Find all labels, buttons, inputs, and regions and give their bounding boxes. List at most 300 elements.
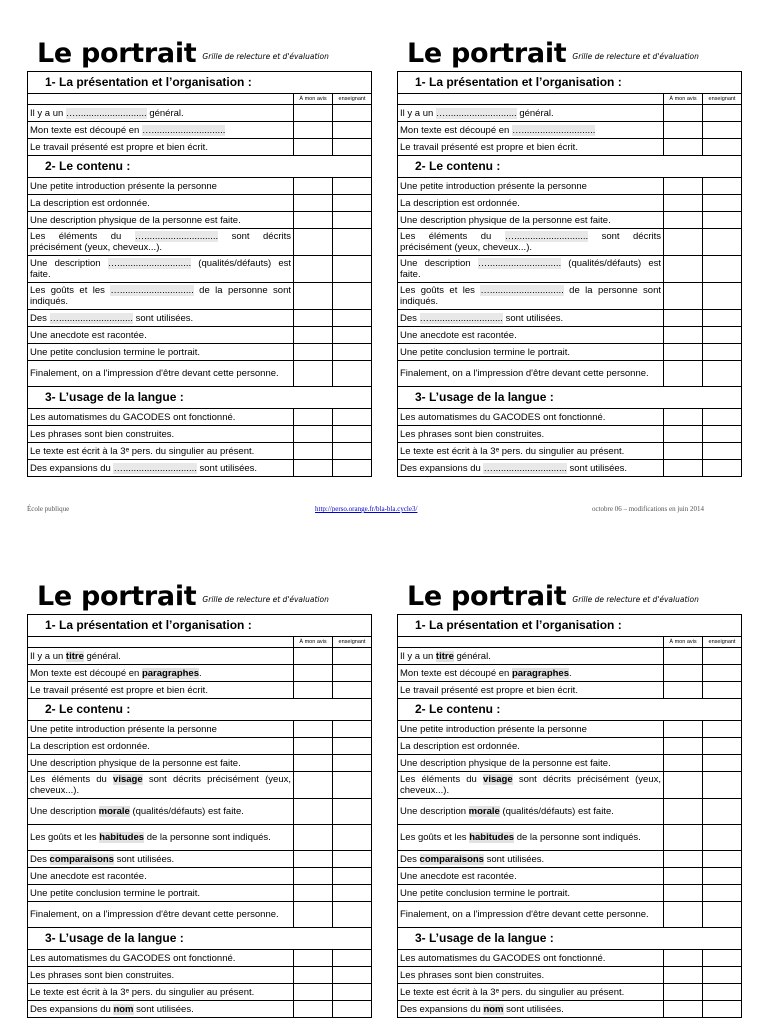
teacher-check-cell[interactable]	[703, 195, 742, 212]
criterion-prefix: Des expansions du	[400, 1003, 484, 1015]
criterion-text	[28, 426, 294, 443]
criterion-text	[398, 178, 664, 195]
criterion-prefix: Les automatismes du GACODES ont fonctionné.	[400, 952, 606, 964]
criterion-text	[398, 283, 664, 310]
criterion-text	[398, 902, 664, 928]
criterion-prefix: Les phrases sont bien construites.	[30, 428, 175, 440]
criterion-suffix: sont utilisées.	[113, 853, 175, 865]
teacher-check-cell[interactable]	[333, 885, 372, 902]
student-check-cell[interactable]	[664, 283, 703, 310]
student-check-cell[interactable]	[664, 195, 703, 212]
teacher-check-cell[interactable]	[703, 229, 742, 256]
criterion-prefix: Une description physique de la personne est faite.	[30, 214, 241, 226]
student-check-cell[interactable]	[294, 721, 333, 738]
criterion-text	[398, 212, 664, 229]
criterion-text	[28, 409, 294, 426]
student-check-cell[interactable]	[294, 772, 333, 799]
teacher-check-cell[interactable]	[333, 426, 372, 443]
criterion-row	[28, 825, 372, 851]
student-check-cell[interactable]	[664, 648, 703, 665]
criterion-text	[28, 105, 294, 122]
student-check-cell[interactable]	[294, 310, 333, 327]
student-check-cell[interactable]	[294, 283, 333, 310]
criterion-row	[28, 426, 372, 443]
section-heading-row	[28, 615, 372, 637]
criterion-prefix: La description est ordonnée.	[30, 197, 150, 209]
student-check-cell[interactable]	[664, 327, 703, 344]
student-check-cell[interactable]	[294, 825, 333, 851]
criterion-prefix: Les éléments du	[400, 774, 484, 785]
teacher-check-cell[interactable]	[703, 825, 742, 851]
student-check-cell[interactable]	[294, 460, 333, 477]
criterion-suffix: .	[569, 667, 572, 679]
teacher-check-cell[interactable]	[333, 984, 372, 1001]
student-check-cell[interactable]	[294, 1001, 333, 1018]
criterion-prefix: Une petite introduction présente la personne	[30, 723, 217, 735]
teacher-check-cell[interactable]	[703, 755, 742, 772]
portrait-grid-filled-left	[27, 573, 371, 1018]
student-check-cell[interactable]	[664, 229, 703, 256]
teacher-check-cell[interactable]	[333, 409, 372, 426]
blank-field[interactable]: …............................	[419, 312, 503, 324]
teacher-check-cell[interactable]	[703, 950, 742, 967]
footer-link[interactable]: http://perso.orange.fr/bla-bla.cycle3/	[315, 505, 418, 513]
keyword: titre	[65, 650, 84, 662]
teacher-check-cell[interactable]	[333, 139, 372, 156]
student-check-cell[interactable]	[294, 256, 333, 283]
student-check-cell[interactable]	[294, 851, 333, 868]
student-check-cell[interactable]	[664, 460, 703, 477]
criterion-row	[28, 885, 372, 902]
criterion-row	[398, 984, 742, 1001]
teacher-check-cell[interactable]	[333, 665, 372, 682]
criterion-prefix: Les éléments du	[30, 231, 135, 242]
student-check-cell[interactable]	[294, 426, 333, 443]
criterion-text	[398, 327, 664, 344]
teacher-check-cell[interactable]	[333, 122, 372, 139]
criterion-row	[28, 344, 372, 361]
student-check-cell[interactable]	[294, 984, 333, 1001]
student-check-cell[interactable]	[664, 139, 703, 156]
criterion-text	[28, 665, 294, 682]
criterion-row	[28, 1001, 372, 1018]
teacher-check-cell[interactable]	[333, 967, 372, 984]
criterion-prefix: Mon texte est découpé en	[30, 124, 142, 136]
criterion-row	[398, 139, 742, 156]
criterion-row	[398, 825, 742, 851]
criterion-prefix: Il y a un	[400, 107, 436, 119]
teacher-check-cell[interactable]	[703, 409, 742, 426]
card-title: Le portrait	[407, 38, 567, 69]
criterion-suffix: sont utilisées.	[566, 462, 628, 474]
criterion-prefix: Des	[30, 312, 50, 324]
criterion-prefix: Les goûts et les	[30, 285, 111, 296]
student-check-cell[interactable]	[664, 310, 703, 327]
student-check-cell[interactable]	[294, 409, 333, 426]
student-check-cell[interactable]	[664, 1001, 703, 1018]
criterion-row	[28, 409, 372, 426]
student-check-cell[interactable]	[664, 409, 703, 426]
criterion-prefix: Le texte est écrit à la 3ᵉ pers. du singulier au présent.	[30, 986, 255, 998]
column-header-student: À mon avis	[294, 637, 333, 648]
criterion-row	[398, 738, 742, 755]
criterion-row	[28, 738, 372, 755]
student-check-cell[interactable]	[664, 885, 703, 902]
criterion-prefix: Il y a un	[30, 107, 66, 119]
column-header-empty	[28, 637, 294, 648]
keyword: visage	[113, 774, 143, 785]
card-subtitle: Grille de relecture et d'évaluation	[202, 52, 329, 61]
teacher-check-cell[interactable]	[703, 721, 742, 738]
teacher-check-cell[interactable]	[703, 344, 742, 361]
blank-field[interactable]: …............................	[480, 285, 564, 296]
criterion-row	[398, 229, 742, 256]
keyword: nom	[113, 1003, 134, 1015]
criterion-suffix: de la personne sont indiqués.	[514, 832, 641, 843]
criterion-text	[398, 310, 664, 327]
teacher-check-cell[interactable]	[333, 229, 372, 256]
criterion-suffix: sont utilisées.	[196, 462, 258, 474]
teacher-check-cell[interactable]	[333, 851, 372, 868]
student-check-cell[interactable]	[664, 665, 703, 682]
criterion-row	[398, 799, 742, 825]
teacher-check-cell[interactable]	[333, 721, 372, 738]
teacher-check-cell[interactable]	[333, 310, 372, 327]
keyword: morale	[98, 806, 130, 817]
criterion-row	[28, 902, 372, 928]
teacher-check-cell[interactable]	[703, 256, 742, 283]
teacher-check-cell[interactable]	[703, 648, 742, 665]
criterion-text	[398, 122, 664, 139]
criterion-prefix: Une petite conclusion termine le portrait.	[30, 346, 201, 358]
criterion-row	[28, 868, 372, 885]
student-check-cell[interactable]	[294, 738, 333, 755]
teacher-check-cell[interactable]	[333, 327, 372, 344]
student-check-cell[interactable]	[664, 361, 703, 387]
criterion-text	[398, 799, 664, 825]
blank-field[interactable]: …............................	[477, 258, 562, 269]
criterion-row	[28, 310, 372, 327]
blank-field[interactable]: …............................	[49, 312, 133, 324]
teacher-check-cell[interactable]	[333, 460, 372, 477]
criterion-row	[28, 682, 372, 699]
criterion-row	[28, 256, 372, 283]
teacher-check-cell[interactable]	[333, 648, 372, 665]
criterion-prefix: Le texte est écrit à la 3ᵉ pers. du singulier au présent.	[30, 445, 255, 457]
teacher-check-cell[interactable]	[703, 984, 742, 1001]
student-check-cell[interactable]	[294, 799, 333, 825]
student-check-cell[interactable]	[664, 721, 703, 738]
criterion-suffix: sont décrits précisément (yeux, cheveux...).	[30, 774, 291, 796]
teacher-check-cell[interactable]	[333, 178, 372, 195]
portrait-grid-blank-right	[397, 30, 741, 477]
criterion-text	[28, 256, 294, 283]
teacher-check-cell[interactable]	[703, 310, 742, 327]
teacher-check-cell[interactable]	[333, 283, 372, 310]
section-title: 1- La présentation et l’organisation :	[28, 615, 372, 637]
criterion-suffix: sont utilisées.	[132, 312, 194, 324]
card-subtitle: Grille de relecture et d'évaluation	[572, 595, 699, 604]
criterion-row	[398, 1001, 742, 1018]
teacher-check-cell[interactable]	[703, 443, 742, 460]
criterion-row	[398, 443, 742, 460]
student-check-cell[interactable]	[294, 755, 333, 772]
criterion-suffix: général.	[516, 107, 554, 119]
student-check-cell[interactable]	[294, 139, 333, 156]
criterion-prefix: Des expansions du	[30, 462, 114, 474]
criterion-row	[398, 178, 742, 195]
student-check-cell[interactable]	[294, 648, 333, 665]
teacher-check-cell[interactable]	[333, 443, 372, 460]
teacher-check-cell[interactable]	[333, 361, 372, 387]
teacher-check-cell[interactable]	[333, 755, 372, 772]
section-title: 2- Le contenu :	[398, 699, 742, 721]
keyword: comparaisons	[49, 853, 114, 865]
criterion-row	[28, 460, 372, 477]
blank-field[interactable]: …...........................	[65, 107, 147, 119]
column-header-row	[28, 94, 372, 105]
teacher-check-cell[interactable]	[703, 967, 742, 984]
section-heading-row	[398, 615, 742, 637]
teacher-check-cell[interactable]	[703, 1001, 742, 1018]
column-header-teacher: enseignant	[333, 637, 372, 648]
teacher-check-cell[interactable]	[703, 665, 742, 682]
criterion-text	[398, 984, 664, 1001]
teacher-check-cell[interactable]	[333, 868, 372, 885]
teacher-check-cell[interactable]	[333, 256, 372, 283]
student-check-cell[interactable]	[664, 772, 703, 799]
criterion-text	[28, 212, 294, 229]
footer-school: École publique	[27, 505, 70, 513]
criterion-row	[28, 755, 372, 772]
student-check-cell[interactable]	[294, 682, 333, 699]
blank-field[interactable]: …............................	[134, 231, 219, 242]
section-heading-row	[28, 928, 372, 950]
keyword: titre	[435, 650, 454, 662]
criterion-row	[28, 122, 372, 139]
teacher-check-cell[interactable]	[703, 212, 742, 229]
criterion-row	[398, 885, 742, 902]
teacher-check-cell[interactable]	[333, 344, 372, 361]
teacher-check-cell[interactable]	[333, 799, 372, 825]
student-check-cell[interactable]	[664, 967, 703, 984]
criterion-text	[398, 772, 664, 799]
teacher-check-cell[interactable]	[333, 1001, 372, 1018]
student-check-cell[interactable]	[294, 665, 333, 682]
student-check-cell[interactable]	[294, 950, 333, 967]
criterion-row	[28, 799, 372, 825]
teacher-check-cell[interactable]	[703, 178, 742, 195]
portrait-grid-blank-left	[27, 30, 371, 477]
teacher-check-cell[interactable]	[703, 361, 742, 387]
student-check-cell[interactable]	[664, 178, 703, 195]
student-check-cell[interactable]	[664, 682, 703, 699]
criterion-text	[28, 902, 294, 928]
student-check-cell[interactable]	[664, 825, 703, 851]
blank-field[interactable]: …............................	[110, 285, 194, 296]
criterion-text	[28, 851, 294, 868]
student-check-cell[interactable]	[664, 212, 703, 229]
section-heading-row	[28, 156, 372, 178]
criterion-suffix: sont utilisées.	[483, 853, 545, 865]
criterion-prefix: Des	[400, 312, 420, 324]
criterion-prefix: Une petite conclusion termine le portrait.	[30, 887, 201, 899]
criterion-prefix: Les goûts et les	[30, 832, 100, 843]
student-check-cell[interactable]	[664, 868, 703, 885]
blank-field[interactable]: …...........................	[435, 107, 517, 119]
student-check-cell[interactable]	[664, 851, 703, 868]
criterion-prefix: Des	[400, 853, 420, 865]
teacher-check-cell[interactable]	[703, 283, 742, 310]
section-heading-row	[398, 156, 742, 178]
teacher-check-cell[interactable]	[703, 902, 742, 928]
student-check-cell[interactable]	[664, 950, 703, 967]
student-check-cell[interactable]	[294, 178, 333, 195]
criterion-suffix: sont décrits précisément (yeux, cheveux...).	[400, 231, 661, 253]
student-check-cell[interactable]	[294, 868, 333, 885]
teacher-check-cell[interactable]	[703, 327, 742, 344]
student-check-cell[interactable]	[294, 229, 333, 256]
column-header-student: À mon avis	[294, 94, 333, 105]
criterion-suffix: général.	[83, 650, 121, 662]
criterion-text	[28, 139, 294, 156]
criterion-text	[398, 950, 664, 967]
keyword: comparaisons	[419, 853, 484, 865]
criteria-table	[397, 71, 742, 477]
card-title: Le portrait	[37, 581, 197, 612]
student-check-cell[interactable]	[664, 344, 703, 361]
teacher-check-cell[interactable]	[333, 772, 372, 799]
student-check-cell[interactable]	[664, 755, 703, 772]
student-check-cell[interactable]	[294, 361, 333, 387]
student-check-cell[interactable]	[664, 902, 703, 928]
teacher-check-cell[interactable]	[703, 772, 742, 799]
criterion-row	[398, 851, 742, 868]
section-heading-row	[28, 387, 372, 409]
teacher-check-cell[interactable]	[703, 851, 742, 868]
criterion-suffix: (qualités/défauts) est faite.	[129, 806, 244, 817]
student-check-cell[interactable]	[294, 443, 333, 460]
criterion-prefix: Les éléments du	[400, 231, 505, 242]
student-check-cell[interactable]	[664, 122, 703, 139]
blank-field[interactable]: …............................	[504, 231, 589, 242]
student-check-cell[interactable]	[294, 344, 333, 361]
student-check-cell[interactable]	[294, 902, 333, 928]
teacher-check-cell[interactable]	[703, 868, 742, 885]
student-check-cell[interactable]	[294, 122, 333, 139]
criterion-text	[398, 851, 664, 868]
criterion-text	[28, 682, 294, 699]
blank-field[interactable]: …............................	[483, 462, 567, 474]
teacher-check-cell[interactable]	[333, 105, 372, 122]
criterion-prefix: Les éléments du	[30, 774, 114, 785]
student-check-cell[interactable]	[294, 327, 333, 344]
criterion-text	[398, 682, 664, 699]
criterion-row	[28, 283, 372, 310]
criterion-text	[398, 139, 664, 156]
teacher-check-cell[interactable]	[703, 122, 742, 139]
student-check-cell[interactable]	[294, 105, 333, 122]
card-header	[27, 573, 371, 614]
criterion-prefix: Une anecdote est racontée.	[30, 329, 147, 341]
teacher-check-cell[interactable]	[703, 460, 742, 477]
criterion-text	[28, 648, 294, 665]
teacher-check-cell[interactable]	[333, 682, 372, 699]
blank-field[interactable]: …............................	[107, 258, 192, 269]
student-check-cell[interactable]	[664, 984, 703, 1001]
criterion-text	[28, 178, 294, 195]
teacher-check-cell[interactable]	[333, 902, 372, 928]
criterion-prefix: Le travail présenté est propre et bien écrit.	[400, 141, 578, 153]
criterion-prefix: Une description	[400, 806, 469, 817]
criterion-row	[28, 665, 372, 682]
student-check-cell[interactable]	[664, 105, 703, 122]
teacher-check-cell[interactable]	[703, 105, 742, 122]
criterion-text	[398, 460, 664, 477]
student-check-cell[interactable]	[664, 799, 703, 825]
student-check-cell[interactable]	[294, 195, 333, 212]
criterion-text	[28, 721, 294, 738]
criterion-suffix: (qualités/défauts) est faite.	[400, 258, 661, 280]
student-check-cell[interactable]	[664, 443, 703, 460]
teacher-check-cell[interactable]	[333, 738, 372, 755]
criterion-text	[28, 344, 294, 361]
teacher-check-cell[interactable]	[703, 682, 742, 699]
student-check-cell[interactable]	[294, 885, 333, 902]
blank-field[interactable]: …............................	[113, 462, 197, 474]
criterion-prefix: Finalement, on a l'impression d'être devant cette personne.	[30, 368, 279, 379]
teacher-check-cell[interactable]	[333, 212, 372, 229]
blank-field[interactable]: …............................	[141, 124, 226, 136]
criterion-row	[398, 772, 742, 799]
criterion-row	[398, 755, 742, 772]
criterion-row	[398, 195, 742, 212]
student-check-cell[interactable]	[294, 967, 333, 984]
student-check-cell[interactable]	[664, 738, 703, 755]
criterion-text	[398, 256, 664, 283]
criterion-prefix: Une petite introduction présente la personne	[400, 180, 587, 192]
criterion-text	[398, 426, 664, 443]
teacher-check-cell[interactable]	[703, 885, 742, 902]
criteria-table	[397, 614, 742, 1018]
teacher-check-cell[interactable]	[333, 195, 372, 212]
keyword: visage	[483, 774, 513, 785]
criterion-row	[398, 967, 742, 984]
teacher-check-cell[interactable]	[333, 825, 372, 851]
student-check-cell[interactable]	[664, 256, 703, 283]
criterion-row	[398, 105, 742, 122]
criterion-prefix: Une petite conclusion termine le portrait.	[400, 346, 571, 358]
section-title: 2- Le contenu :	[28, 699, 372, 721]
blank-field[interactable]: …............................	[511, 124, 596, 136]
teacher-check-cell[interactable]	[703, 738, 742, 755]
section-title: 1- La présentation et l’organisation :	[398, 72, 742, 94]
criterion-suffix: de la personne sont indiqués.	[400, 285, 661, 307]
criterion-text	[28, 755, 294, 772]
column-header-teacher: enseignant	[703, 94, 742, 105]
teacher-check-cell[interactable]	[703, 799, 742, 825]
criterion-suffix: sont utilisées.	[502, 312, 564, 324]
criterion-text	[398, 665, 664, 682]
criterion-suffix: sont décrits précisément (yeux, cheveux...).	[400, 774, 661, 796]
student-check-cell[interactable]	[294, 212, 333, 229]
teacher-check-cell[interactable]	[703, 139, 742, 156]
teacher-check-cell[interactable]	[703, 426, 742, 443]
criterion-row	[398, 902, 742, 928]
student-check-cell[interactable]	[664, 426, 703, 443]
criterion-text	[398, 721, 664, 738]
teacher-check-cell[interactable]	[333, 950, 372, 967]
